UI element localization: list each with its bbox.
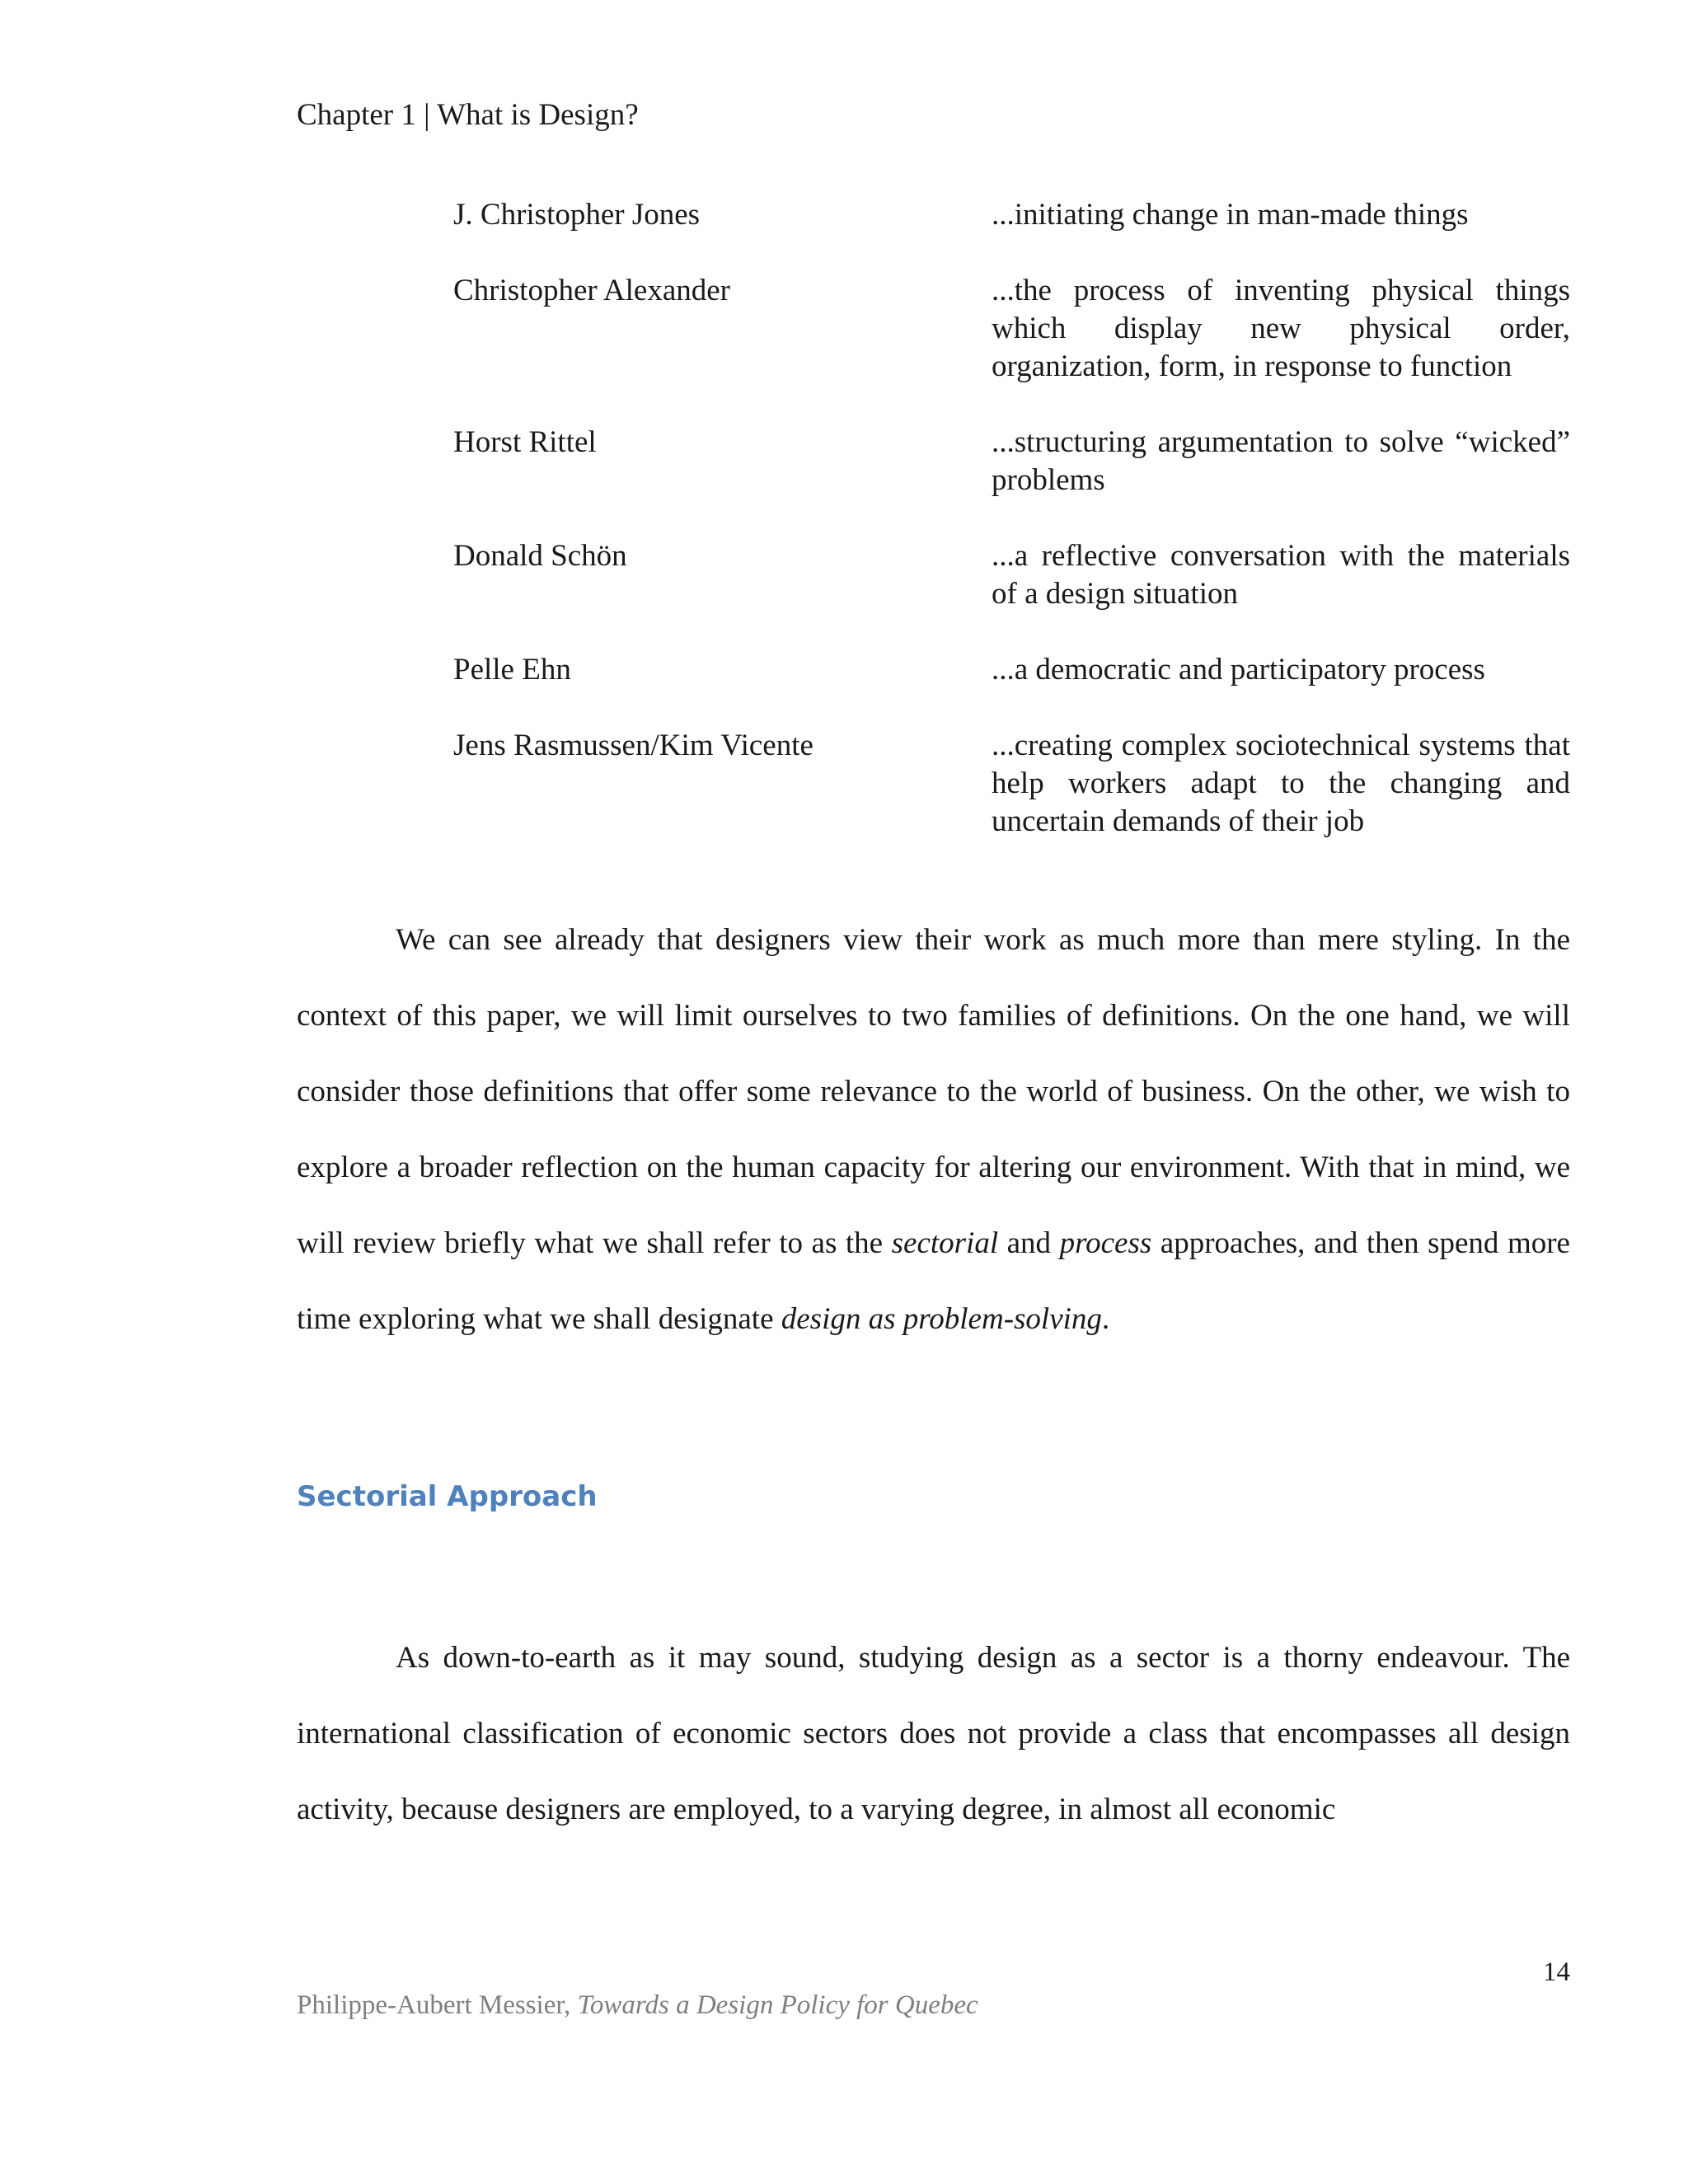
definition-row [453,196,1570,234]
paragraph-text: and [998,1226,1060,1260]
definition-author: Donald Schön [453,539,627,573]
page-number: 14 [1543,1957,1570,1987]
footer-author: Philippe-Aubert Messier, [297,1990,578,2020]
body-paragraph-definitions [297,902,1570,1357]
definition-row [453,537,1570,613]
emphasis-sectorial: sectorial [891,1226,999,1260]
definition-row [453,272,1570,386]
paragraph-text: We can see already that designers view their work as much more than mere styling. In the context of this paper, we will limit ourselves to two families of definitions. On the one hand, we will consider those definitions that offer some relevance to the world of business. On the other, we wish to explore a broader reflection on the human capacity for altering our environment. With that in mind, we will review briefly what we shall refer to as the [297,923,1570,1260]
definition-author: Christopher Alexander [453,274,730,307]
emphasis-design-as-problem-solving: design as problem-solving [781,1302,1102,1336]
definition-author: Pelle Ehn [453,653,571,687]
paragraph-text: approaches, and then spend more time exploring what we shall designate [297,1226,1570,1336]
paragraph-text: . [1101,1302,1110,1336]
definition-text: ...structuring argumentation to solve “wicked” problems [992,425,1570,497]
definition-author: J. Christopher Jones [453,198,701,232]
definition-row [453,424,1570,499]
definition-text: ...initiating change in man-made things [992,198,1469,232]
definition-text: ...the process of inventing physical things which display new physical order, organization, form, in response to function [992,274,1570,383]
definition-text: ...a reflective conversation with the materials of a design situation [992,539,1570,611]
section-heading: Sectorial Approach [297,1480,598,1513]
page-footer [297,1990,978,2021]
emphasis-process: process [1059,1226,1152,1260]
definition-text: ...creating complex sociotechnical systems that help workers adapt to the changing and uncertain demands of their job [992,729,1570,838]
definition-text: ...a democratic and participatory process [992,653,1485,687]
definition-author: Jens Rasmussen/Kim Vicente [453,729,814,762]
definition-row [453,651,1570,689]
definition-row [453,727,1570,841]
running-header: Chapter 1 | What is Design? [297,98,639,132]
definitions-table [453,196,1570,879]
definition-author: Horst Rittel [453,425,597,459]
footer-title: Towards a Design Policy for Quebec [577,1990,978,2020]
body-paragraph-sectorial: As down-to-earth as it may sound, studying design as a sector is a thorny endeavour. The international classification of economic sectors does not provide a class that encompasses all design activity, because designers are employed, to a varying degree, in almost all economic [297,1641,1570,1826]
